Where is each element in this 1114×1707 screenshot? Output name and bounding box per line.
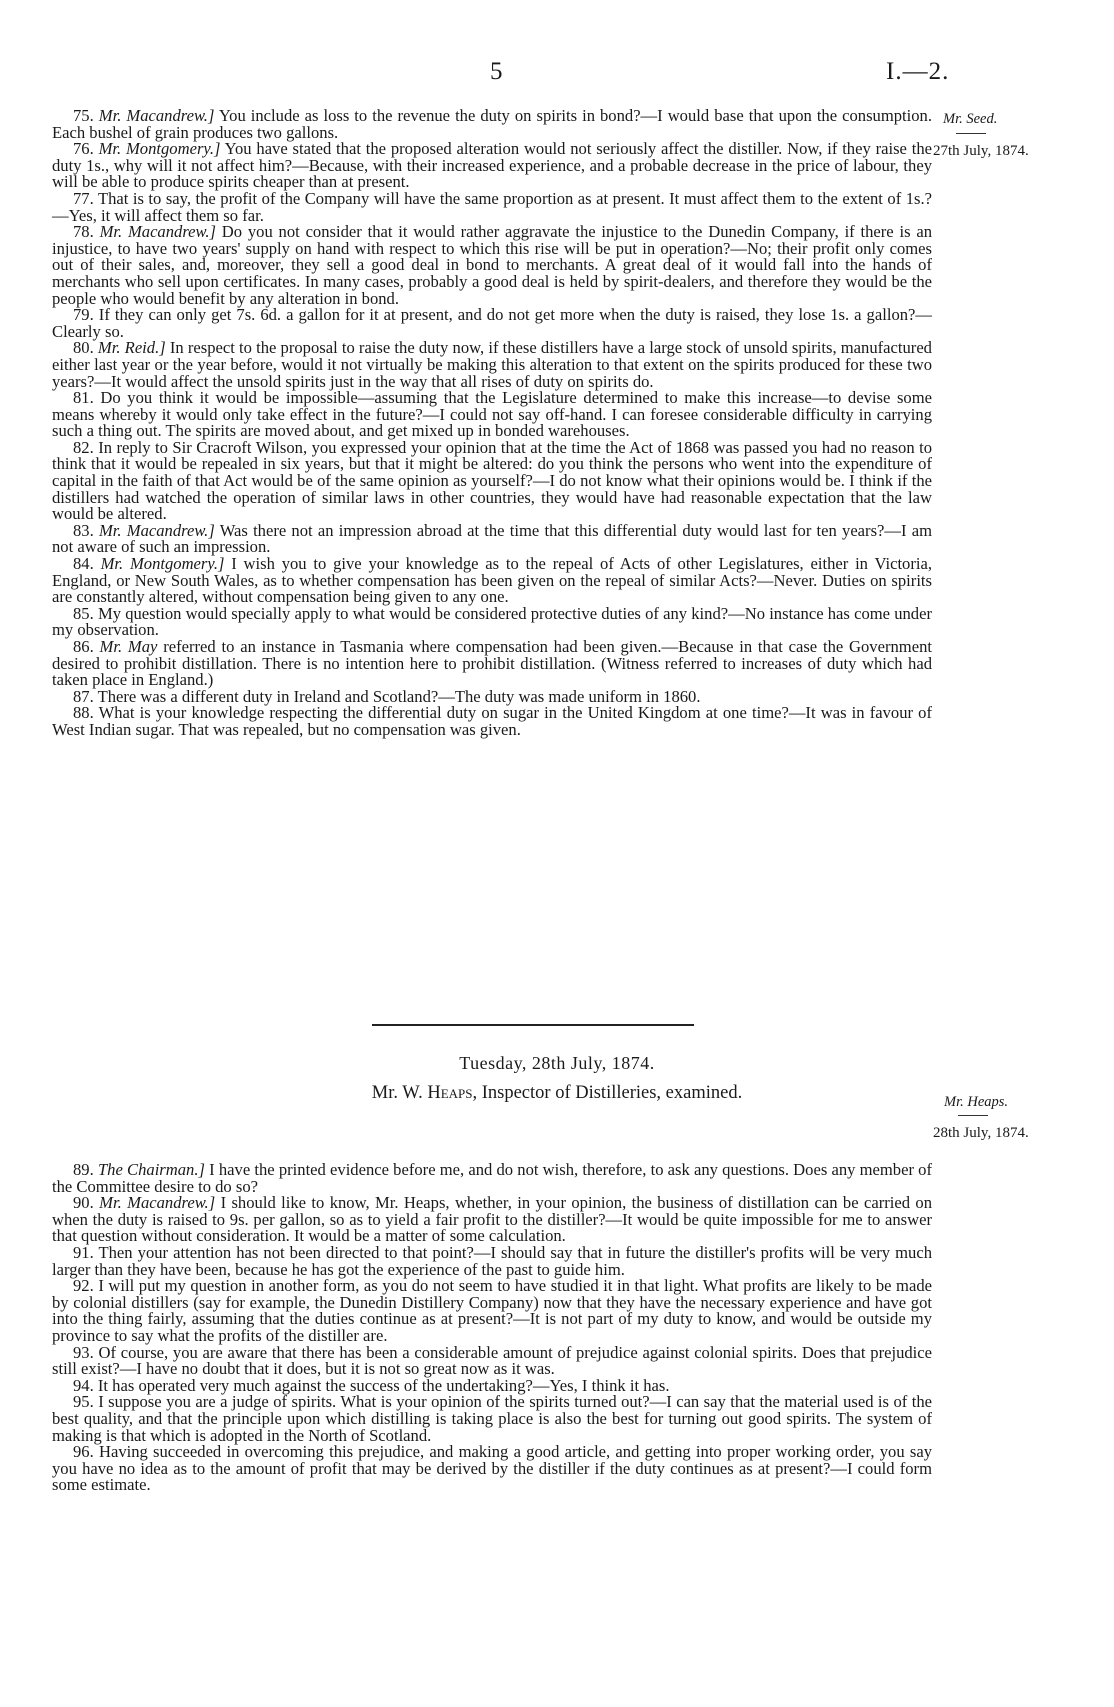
testimony-paragraph: 79. If they can only get 7s. 6d. a gallon for it at present, and do not get more when the duty is raised, they lose 1s. a gallon?—Clearly so. <box>52 305 932 341</box>
testimony-paragraph: 90. Mr. Macandrew.] I should like to know, Mr. Heaps, whether, in your opinion, the business of distillation can be carried on when the duty is raised to 9s. per gallon, so as to yield a fair profit to the distiller?—It would be quite impossible for me to answer that question without consideration. It would be a matter of some calculation. <box>52 1193 933 1246</box>
page-number: 5 <box>490 58 503 85</box>
testimony-paragraph: 94. It has operated very much against the success of the undertaking?—Yes, I think it has. <box>73 1375 670 1395</box>
document-reference: I.—2. <box>886 58 950 85</box>
testimony-paragraph: 77. That is to say, the profit of the Company will have the same proportion as at present. It must affect them to the extent of 1s.?—Yes, it will affect them so far. <box>52 188 932 225</box>
margin-note-witness-heaps: Mr. Heaps. <box>944 1094 1009 1110</box>
testimony-paragraph: 86. Mr. May referred to an instance in Tasmania where compensation had been given.—Because in that case the Government desired to prohibit distillation. There is no intention here to prohibit distillation. (Witness referred to increases of duty which had taken place in England.) <box>52 637 932 690</box>
testimony-paragraph: 84. Mr. Montgomery.] I wish you to give your knowledge as to the repeal of Acts of other Legislatures, either in Victoria, England, or New South Wales, as to whether compensation has been given on the repeal of similar Acts?—Never. Duties on spirits are constantly altered, without compensation being given to any one. <box>52 554 932 607</box>
margin-note-witness-seed: Mr. Seed. <box>943 111 998 127</box>
margin-rule <box>958 1115 988 1116</box>
testimony-paragraph: 76. Mr. Montgomery.] You have stated that the proposed alteration would not seriously affect the distiller. Now, if they raise the duty 1s., why will it not affect him?—Because, with their increased experience, and a probable decrease in the price of labour, they will be able to produce spirits cheaper than at present. <box>52 139 932 192</box>
margin-rule <box>956 133 986 134</box>
day-heading: Tuesday, 28th July, 1874. <box>459 1053 655 1073</box>
testimony-block-seed <box>52 108 932 739</box>
testimony-paragraph: 82. In reply to Sir Cracroft Wilson, you expressed your opinion that at the time the Act of 1868 was passed you had no reason to think that it would be repealed in six years, but that it might be altered: do you think the persons who went into the expenditure of capital in the faith of that Act would be of the same opinion as yourself?—I do not know what their opinions would be. I think if the distillers had watched the operation of similar laws in other countries, they would have had reasonable expectation that the law would be altered. <box>52 437 932 524</box>
testimony-paragraph: 75. Mr. Macandrew.] You include as loss to the revenue the duty on spirits in bond?—I would base that upon the consumption. Each bushel of grain produces two gallons. <box>52 106 932 142</box>
section-divider <box>372 1024 694 1026</box>
testimony-paragraph: 85. My question would specially apply to what would be considered protective duties of any kind?—No instance has come under my observation. <box>52 603 932 640</box>
testimony-paragraph: 92. I will put my question in another form, as you do not seem to have studied it in that light. What profits are likely to be made by colonial distillers (say for example, the Dunedin Distillery Company) now that they have the necessary experience and have got into the thing fairly, assuming that the duties continue as at present?—It is not part of my duty to know, and would be outside my province to say what the profits of the distiller are. <box>52 1276 932 1345</box>
testimony-paragraph: 88. What is your knowledge respecting the differential duty on sugar in the United Kingdom at one time?—It was in favour of West Indian sugar. That was repealed, but no compensation was given. <box>52 703 932 739</box>
testimony-paragraph: 87. There was a different duty in Ireland and Scotland?—The duty was made uniform in 1860. <box>73 686 701 706</box>
testimony-paragraph: 95. I suppose you are a judge of spirits. What is your opinion of the spirits turned out?—I can say that the material used is of the best quality, and that the principle upon which distilling is taking place is also the best for turning out good spirits. The system of making is that which is adopted in the North of Scotland. <box>52 1392 932 1445</box>
testimony-paragraph: 93. Of course, you are aware that there has been a considerable amount of prejudice against colonial spirits. Does that prejudice still exist?—I have no doubt that it does, but it is not so great now as it was. <box>52 1342 932 1379</box>
testimony-paragraph: 78. Mr. Macandrew.] Do you not consider that it would rather aggravate the injustice to the Dunedin Company, if there is an injustice, to have two years' supply on hand with respect to which this rise will be put in operation?—No; their profit only comes out of their sales, and, moreover, they sell a good deal in bond to merchants. A great deal of it would fall into the hands of merchants who sell upon certificates. In many cases, probably a good deal is held by spirit-dealers, and therefore they would be the people who would benefit by any alteration in bond. <box>52 222 933 308</box>
testimony-paragraph: 81. Do you think it would be impossible—assuming that the Legislature determined to make this increase—to devise some means whereby it would only take effect in the future?—I could not say off-hand. I can foresee considerable difficulty in carrying such a thing out. The spirits are moved about, and get mixed up in bonded warehouses. <box>52 388 932 441</box>
testimony-paragraph: 80. Mr. Reid.] In respect to the proposal to raise the duty now, if these distillers have a large stock of unsold spirits, manufactured either last year or the year before, would it not virtually be making this alteration to that extent on the spirits produced for these two years?—It would affect the unsold spirits just in the way that all rises of duty on spirits do. <box>52 338 932 391</box>
testimony-block-heaps <box>52 1162 932 1494</box>
margin-note-date-first: 27th July, 1874. <box>933 143 1029 159</box>
page-header <box>0 58 1114 84</box>
testimony-paragraph: 83. Mr. Macandrew.] Was there not an impression abroad at the time that this differential duty would last for ten years?—I am not aware of such an impression. <box>52 520 932 557</box>
testimony-paragraph: 96. Having succeeded in overcoming this prejudice, and making a good article, and getting into proper working order, you say you have no idea as to the amount of profit that may be derived by the distiller if the duty continues as at present?—I could form some estimate. <box>52 1442 932 1495</box>
witness-name: Heaps <box>427 1083 473 1103</box>
witness-line: Mr. W. Heaps, Inspector of Distilleries, examined. <box>371 1083 743 1103</box>
testimony-paragraph: 91. Then your attention has not been directed to that point?—I should say that in future the distiller's profits will be very much larger than they have been, because he has got the experience of the past to guide him. <box>52 1242 932 1279</box>
testimony-paragraph: 89. The Chairman.] I have the printed evidence before me, and do not wish, therefore, to ask any questions. Does any member of the Committee desire to do so? <box>52 1160 932 1196</box>
margin-note-date-second: 28th July, 1874. <box>933 1125 1029 1141</box>
